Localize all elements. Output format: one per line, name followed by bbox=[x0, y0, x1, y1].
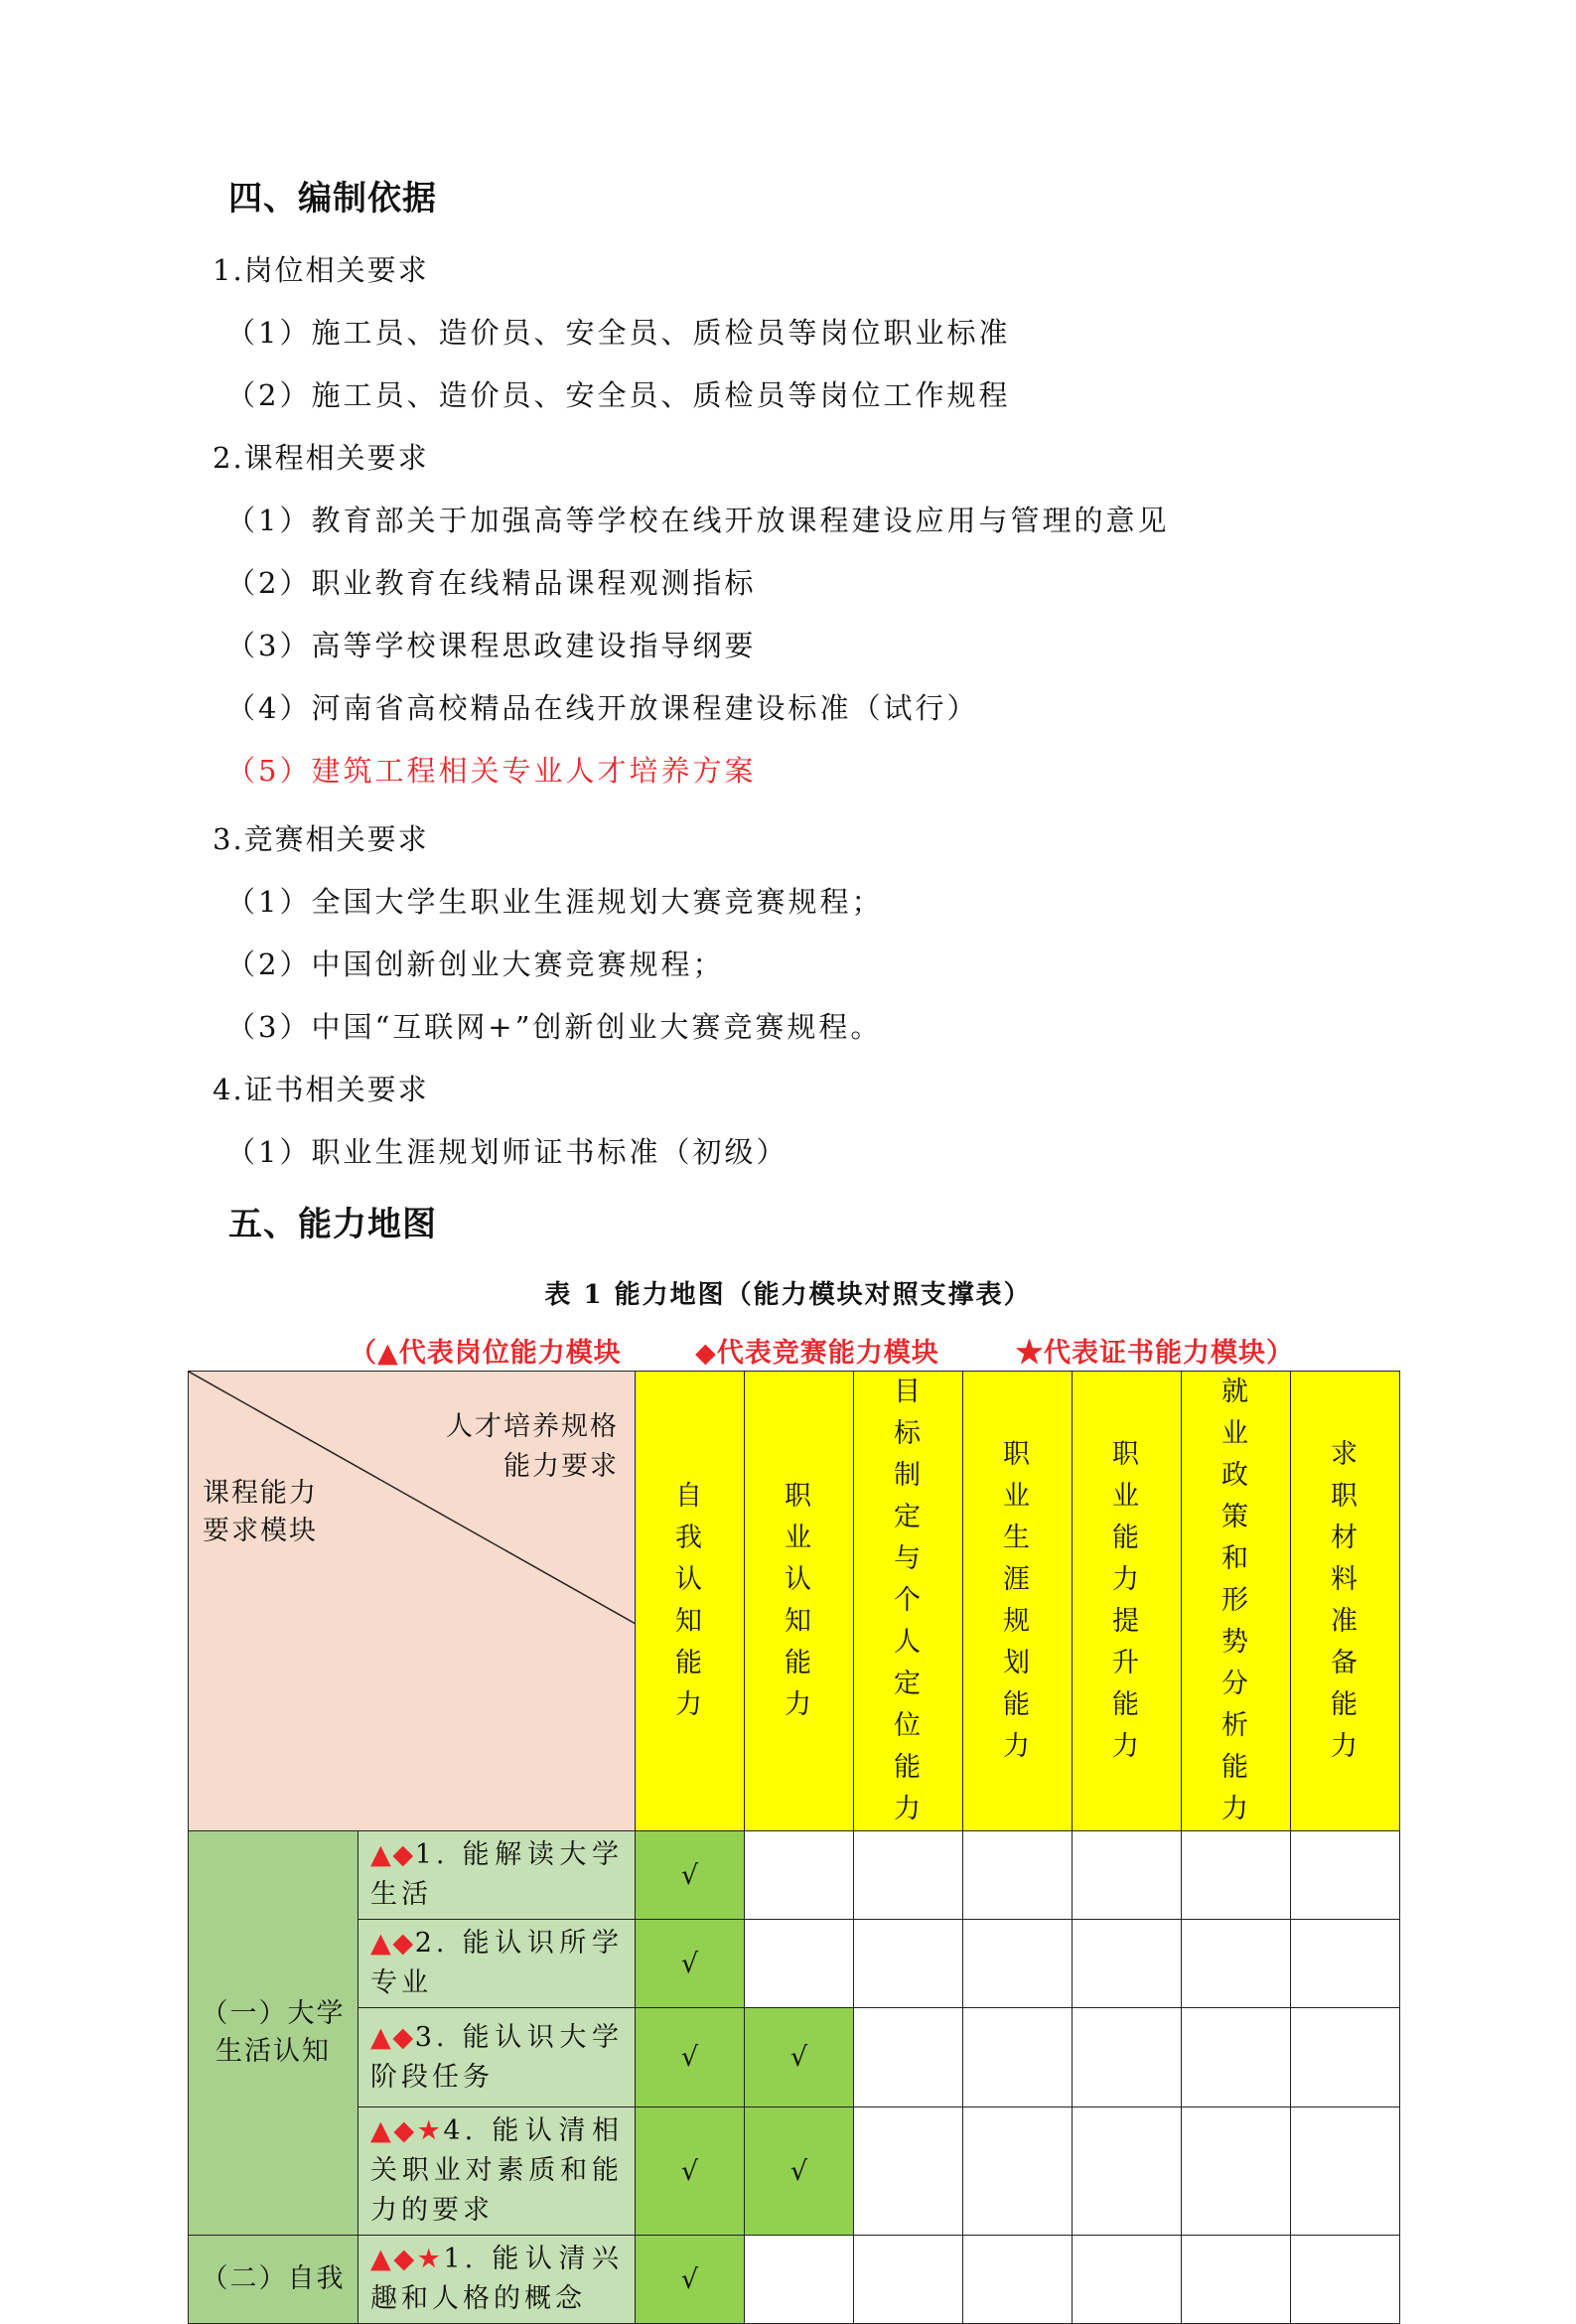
column-header-label: 就业政策和形势分析能力 bbox=[1220, 1377, 1250, 1824]
column-header-label: 目标制定与个人定位能力 bbox=[893, 1377, 923, 1824]
empty-cell bbox=[963, 2008, 1073, 2107]
section-4-title: 四、编制依据 bbox=[228, 179, 437, 218]
ability-map-table bbox=[188, 1371, 1400, 2324]
marker-symbols: ▲◆ bbox=[370, 1839, 415, 1870]
list-item: （2）施工员、造价员、安全员、质检员等岗位工作规程 bbox=[226, 378, 1011, 412]
list-item: （2）职业教育在线精品课程观测指标 bbox=[226, 566, 757, 600]
table-caption: 表 1 能力地图（能力模块对照支撑表） bbox=[544, 1280, 1032, 1310]
corner-label-line: 人才培养规格 bbox=[446, 1411, 619, 1442]
group-heading: 2.课程相关要求 bbox=[213, 441, 429, 475]
corner-label-line: 能力要求 bbox=[503, 1451, 619, 1482]
empty-cell bbox=[1291, 1831, 1400, 1920]
group-heading: 1.岗位相关要求 bbox=[213, 253, 429, 287]
sub-ability-cell bbox=[358, 1831, 636, 1920]
module-name: （一）大学生活认知 bbox=[201, 1998, 346, 2067]
group-heading: 4.证书相关要求 bbox=[213, 1073, 429, 1106]
column-header-label: 职业认知能力 bbox=[784, 1481, 813, 1720]
empty-cell bbox=[963, 2107, 1073, 2236]
group-heading: 3.竞赛相关要求 bbox=[213, 822, 429, 856]
empty-cell bbox=[963, 1831, 1073, 1920]
empty-cell bbox=[1182, 1920, 1291, 2008]
corner-top-right-label bbox=[446, 1407, 619, 1487]
empty-cell bbox=[963, 2236, 1073, 2324]
check-cell: √ bbox=[745, 2008, 854, 2107]
empty-cell bbox=[854, 2107, 963, 2236]
empty-cell bbox=[854, 2008, 963, 2107]
module-cell bbox=[189, 1831, 358, 2236]
marker-symbols: ▲◆ bbox=[370, 1928, 415, 1959]
empty-cell bbox=[1182, 1831, 1291, 1920]
sub-ability-cell bbox=[358, 1920, 636, 2008]
list-item: （1）职业生涯规划师证书标准（初级） bbox=[226, 1135, 788, 1169]
check-cell: √ bbox=[636, 2107, 745, 2236]
legend-post: （▲代表岗位能力模块 bbox=[350, 1338, 622, 1369]
sub-ability-text: 2. 能认识所学专业 bbox=[370, 1928, 624, 1998]
empty-cell bbox=[1291, 1920, 1400, 2008]
column-header-label: 求职材料准备能力 bbox=[1330, 1439, 1360, 1762]
empty-cell bbox=[1291, 2008, 1400, 2107]
corner-label-line: 课程能力 bbox=[203, 1478, 318, 1509]
check-cell: √ bbox=[636, 2236, 745, 2324]
column-header bbox=[1291, 1372, 1400, 1831]
empty-cell bbox=[1073, 2008, 1182, 2107]
table-row bbox=[189, 1831, 1400, 1920]
column-header bbox=[1182, 1372, 1291, 1831]
empty-cell bbox=[1182, 2236, 1291, 2324]
table-corner-cell bbox=[189, 1372, 636, 1831]
empty-cell bbox=[1182, 2008, 1291, 2107]
empty-cell bbox=[745, 1831, 854, 1920]
empty-cell bbox=[1291, 2107, 1400, 2236]
column-header-label: 职业生涯规划能力 bbox=[1002, 1439, 1032, 1762]
empty-cell bbox=[854, 2236, 963, 2324]
section-5-title: 五、能力地图 bbox=[228, 1205, 437, 1244]
column-header bbox=[636, 1372, 745, 1831]
list-item: （2）中国创新创业大赛竞赛规程； bbox=[226, 947, 725, 981]
column-header bbox=[1073, 1372, 1182, 1831]
list-item: （1）全国大学生职业生涯规划大赛竞赛规程； bbox=[226, 885, 884, 919]
corner-bottom-left-label bbox=[203, 1475, 318, 1550]
module-name: （二）自我 bbox=[201, 2263, 346, 2294]
table-row bbox=[189, 2107, 1400, 2236]
column-header bbox=[854, 1372, 963, 1831]
sub-ability-cell bbox=[358, 2236, 636, 2324]
empty-cell bbox=[1073, 2236, 1182, 2324]
empty-cell bbox=[745, 2236, 854, 2324]
check-cell: √ bbox=[745, 2107, 854, 2236]
legend-contest: ◆代表竞赛能力模块 bbox=[695, 1338, 939, 1369]
legend-certificate: ★代表证书能力模块） bbox=[1016, 1338, 1294, 1369]
module-cell bbox=[189, 2236, 358, 2324]
empty-cell bbox=[1291, 2236, 1400, 2324]
sub-ability-text: 4. 能认清相关职业对素质和能力的要求 bbox=[370, 2115, 624, 2226]
marker-symbols: ▲◆★ bbox=[370, 2115, 444, 2146]
column-header-label: 职业能力提升能力 bbox=[1111, 1439, 1141, 1762]
table-row bbox=[189, 1920, 1400, 2008]
empty-cell bbox=[1073, 1831, 1182, 1920]
column-header-label: 自我认知能力 bbox=[674, 1481, 704, 1720]
empty-cell bbox=[854, 1831, 963, 1920]
list-item: （4）河南省高校精品在线开放课程建设标准（试行） bbox=[226, 691, 979, 725]
table-row bbox=[189, 2236, 1400, 2324]
empty-cell bbox=[1073, 2107, 1182, 2236]
list-item: （3）中国“互联网+”创新创业大赛竞赛规程。 bbox=[226, 1010, 883, 1044]
list-item: （3）高等学校课程思政建设指导纲要 bbox=[226, 629, 757, 662]
column-header bbox=[745, 1372, 854, 1831]
empty-cell bbox=[1182, 2107, 1291, 2236]
empty-cell bbox=[1073, 1920, 1182, 2008]
list-item: （1）教育部关于加强高等学校在线开放课程建设应用与管理的意见 bbox=[226, 504, 1170, 537]
marker-symbols: ▲◆★ bbox=[370, 2244, 444, 2274]
check-cell: √ bbox=[636, 2008, 745, 2107]
sub-ability-cell bbox=[358, 2008, 636, 2107]
table-header-row bbox=[189, 1372, 1400, 1831]
marker-symbols: ▲◆ bbox=[370, 2021, 415, 2053]
check-cell: √ bbox=[636, 1831, 745, 1920]
check-cell: √ bbox=[636, 1920, 745, 2008]
empty-cell bbox=[745, 1920, 854, 2008]
column-header bbox=[963, 1372, 1073, 1831]
list-item: （1）施工员、造价员、安全员、质检员等岗位职业标准 bbox=[226, 316, 1011, 350]
sub-ability-text: 3. 能认识大学阶段任务 bbox=[370, 2021, 624, 2093]
sub-ability-text: 1. 能解读大学生活 bbox=[370, 1839, 624, 1910]
sub-ability-cell bbox=[358, 2107, 636, 2236]
empty-cell bbox=[963, 1920, 1073, 2008]
list-item-highlighted: （5）建筑工程相关专业人才培养方案 bbox=[226, 754, 757, 788]
empty-cell bbox=[854, 1920, 963, 2008]
table-row bbox=[189, 2008, 1400, 2107]
corner-label-line: 要求模块 bbox=[203, 1516, 318, 1546]
sub-ability-text: 1. 能认清兴趣和人格的概念 bbox=[370, 2244, 624, 2314]
